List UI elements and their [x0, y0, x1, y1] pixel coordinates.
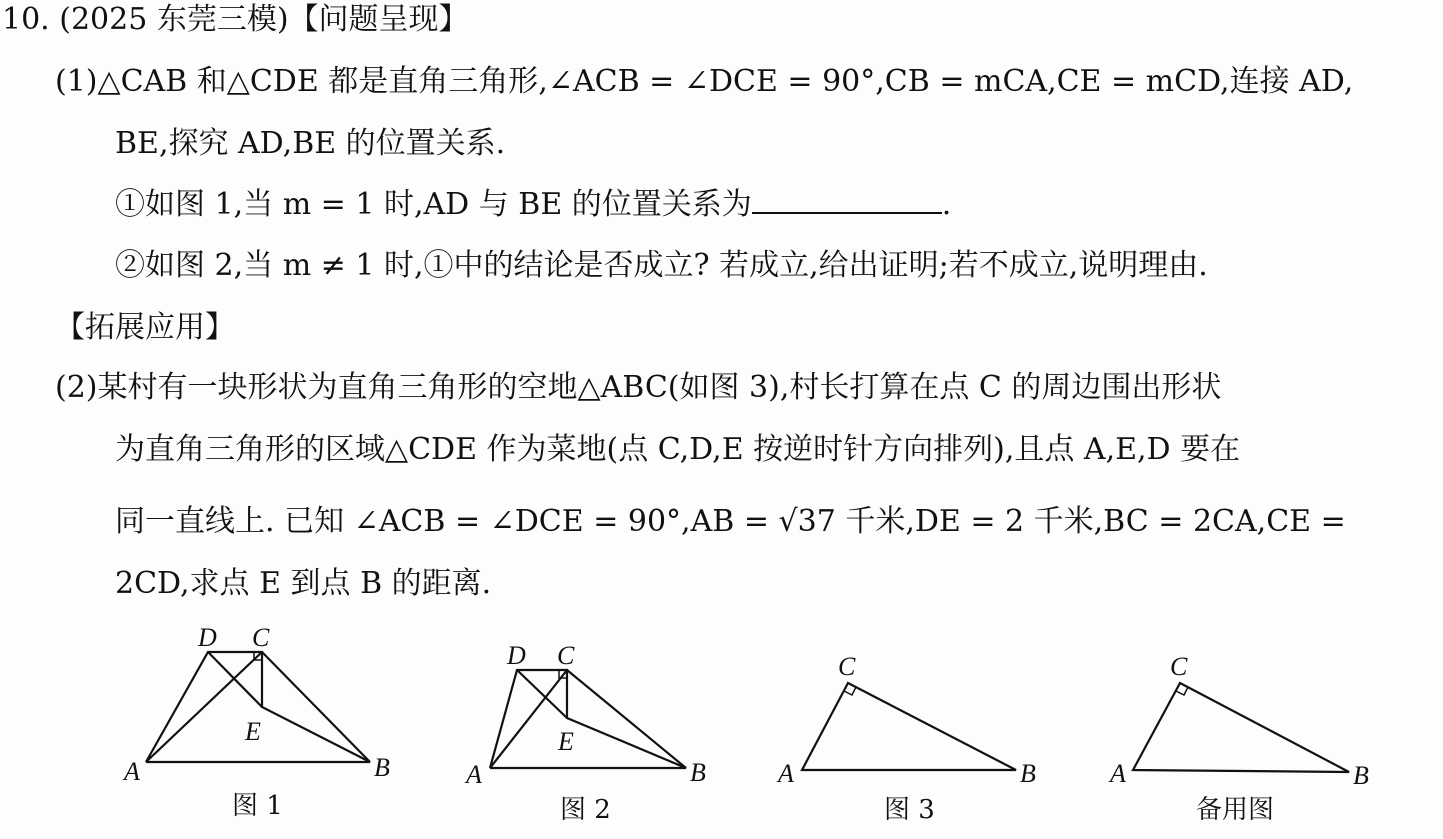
- figure-4: [1133, 683, 1349, 772]
- fig1-label-b: B: [374, 753, 390, 782]
- fig2-label-e: E: [558, 727, 574, 756]
- fig2-caption: 图 2: [560, 795, 611, 825]
- part2-line3: 同一直线上. 已知 ∠ACB = ∠DCE = 90°,AB = √37 千米,DE = 2 千米,BC = 2CA,CE =: [115, 504, 1346, 539]
- figure-2: [490, 670, 686, 768]
- fig1-label-a: A: [124, 757, 140, 786]
- fig1-caption: 图 1: [232, 791, 283, 821]
- question-2: ②如图 2,当 m ≠ 1 时,①中的结论是否成立? 若成立,给出证明;若不成立,说明理由.: [115, 248, 1208, 283]
- part1-line1: (1)△CAB 和△CDE 都是直角三角形,∠ACB = ∠DCE = 90°,CB = mCA,CE = mCD,连接 AD,: [55, 64, 1354, 99]
- fig2-label-d: D: [507, 641, 526, 670]
- figure-3: [802, 683, 1016, 770]
- section-heading: 【拓展应用】: [55, 310, 235, 345]
- question-1-text: ①如图 1,当 m = 1 时,AD 与 BE 的位置关系为: [115, 187, 752, 222]
- part2-line4: 2CD,求点 E 到点 B 的距离.: [115, 566, 492, 601]
- fig3-label-b: B: [1020, 759, 1036, 788]
- part1-line2: BE,探究 AD,BE 的位置关系.: [115, 126, 506, 161]
- fig4-label-b: B: [1353, 761, 1369, 790]
- fig1-label-e: E: [245, 717, 261, 746]
- question-1-end: .: [941, 187, 952, 222]
- fig4-label-a: A: [1110, 759, 1126, 788]
- part2-line2: 为直角三角形的区域△CDE 作为菜地(点 C,D,E 按逆时针方向排列),且点 A,E,D 要在: [115, 432, 1241, 467]
- part2-line1: (2)某村有一块形状为直角三角形的空地△ABC(如图 3),村长打算在点 C 的周边围出形状: [55, 370, 1222, 405]
- fig3-label-c: C: [838, 652, 856, 681]
- fig1-label-d: D: [198, 623, 217, 652]
- fig1-label-c: C: [252, 623, 270, 652]
- fig2-label-a: A: [466, 760, 482, 789]
- fig2-label-c: C: [557, 641, 575, 670]
- fig4-caption: 备用图: [1196, 795, 1275, 825]
- problem-title: 10. (2025 东莞三模)【问题呈现】: [2, 2, 469, 37]
- fig3-caption: 图 3: [884, 795, 935, 825]
- fig2-label-b: B: [690, 758, 706, 787]
- fig3-label-a: A: [778, 759, 794, 788]
- fig4-label-c: C: [1170, 652, 1188, 681]
